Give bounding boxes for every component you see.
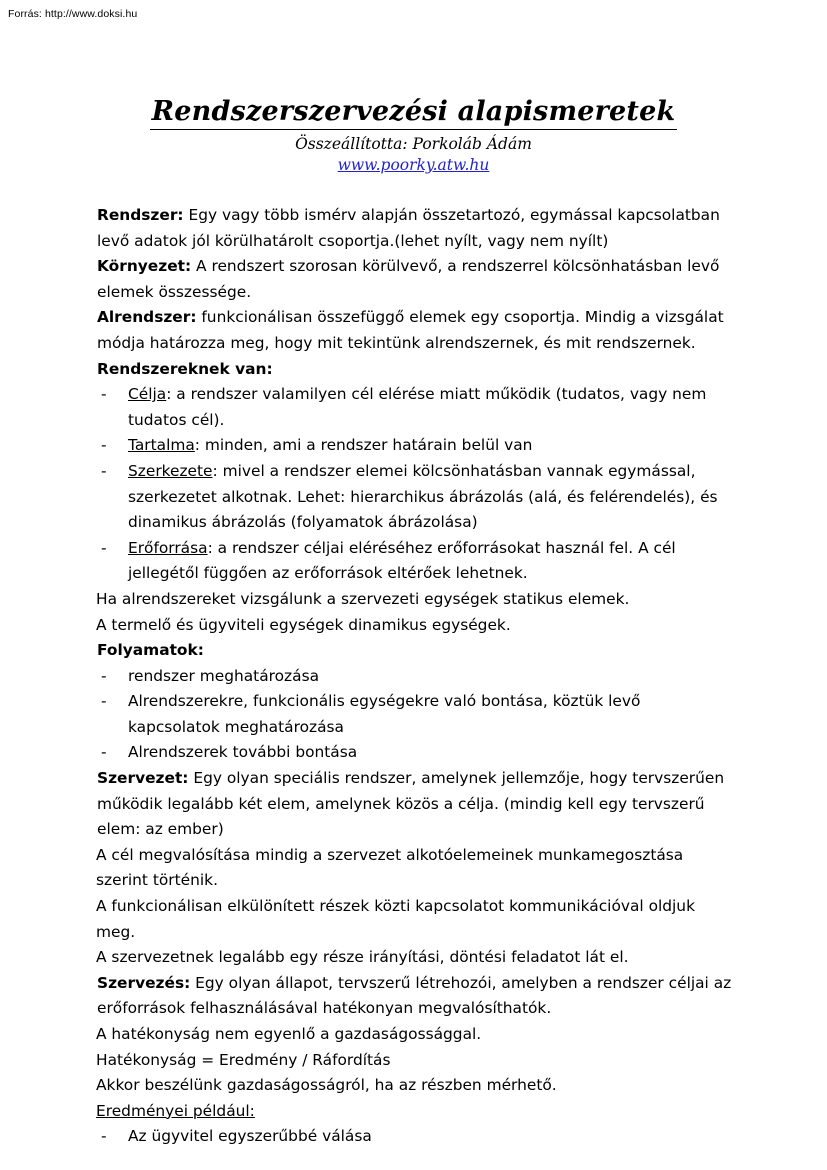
bullet-dash-icon: - (101, 385, 107, 404)
list-item (96, 382, 734, 433)
list-item-text (128, 382, 734, 433)
list-item-text: rendszer meghatározása (128, 666, 320, 685)
definition-alrendszer (96, 305, 734, 356)
list-item-text: Alrendszerekre, funkcionális egységekre való bontása, köztük levő kapcsolatok meghatározása (128, 692, 641, 736)
list-item-term: Erőforrása (128, 538, 208, 557)
author-website-link[interactable]: www.poorky.atw.hu (337, 156, 490, 174)
list-item-body: : mivel a rendszer elemei kölcsönhatásban vannak egymással, szerkezetet alkotnak. Lehet: hierarchikus ábrázolás (alá, és felérendelés), és dinamikus ábrázolás (folyamatok ábrázolása) (128, 461, 718, 532)
szervezet-note-munkamegosztas: A cél megvalósítása mindig a szervezet alkotóelemeinek munkamegosztása szerint történik. (96, 845, 684, 890)
bullet-dash-icon: - (101, 436, 107, 455)
definition-term-alrendszer: Alrendszer: (97, 308, 197, 327)
section-heading-label: Folyamatok: (97, 641, 204, 660)
definition-text-rendszer: Egy vagy több ismérv alapján összetartozó, egymással kapcsolatban levő adatok jól körülhatárolt csoportja.(lehet nyílt, vagy nem nyílt) (97, 206, 720, 250)
hatekonysag-formula: Hatékonyság = Eredmény / Ráfordítás (96, 1050, 391, 1069)
list-item-term: Célja (128, 385, 167, 404)
note-statikus-elemek: Ha alrendszereket vizsgálunk a szervezeti egységek statikus elemek. (96, 589, 630, 608)
definition-term-rendszer: Rendszer: (97, 206, 184, 224)
list-item-term: Tartalma (128, 436, 195, 455)
szervezet-note-kommunikacio: A funkcionálisan elkülönített részek közti kapcsolatot kommunikációval oldjuk meg. (96, 897, 695, 941)
list-item-text (128, 459, 734, 536)
note-dinamikus-egysegek: A termelő és ügyviteli egységek dinamikus egységek. (96, 615, 511, 634)
section-heading-folyamatok (96, 638, 734, 664)
list-item (96, 1124, 734, 1150)
bullet-dash-icon: - (101, 461, 107, 480)
source-url-header: Forrás: http://www.doksi.hu (8, 8, 138, 20)
list-item (96, 459, 734, 536)
title-block (0, 95, 827, 176)
list-item-body: : a rendszer céljai eléréséhez erőforrásokat használ fel. A cél jellegétől függően az erőforrások eltérőek lehetnek. (128, 538, 676, 583)
list-item (96, 433, 734, 459)
list-item (96, 740, 734, 766)
bullet-dash-icon: - (101, 538, 107, 557)
document-body (96, 203, 734, 1150)
definition-text-alrendszer: funkcionálisan összefüggő elemek egy csoportja. Mindig a vizsgálat módja határozza meg, hogy mit tekintünk alrendszernek, és mit rendszernek. (97, 308, 724, 352)
section-heading-label: Rendszereknek van: (97, 359, 273, 378)
definition-term-kornyezet: Környezet: (97, 257, 192, 276)
definition-text-szervezes: Egy olyan állapot, tervszerű létrehozói, amelyben a rendszer céljai az erőforrások felhasználásával hatékonyan megvalósíthatók. (97, 973, 732, 1018)
bullet-dash-icon: - (101, 692, 107, 711)
bullet-dash-icon: - (101, 743, 107, 762)
definition-szervezes (96, 971, 734, 1022)
list-item-body: : a rendszer valamilyen cél elérése miatt működik (tudatos, vagy nem tudatos cél). (128, 385, 707, 429)
list-item-text: Alrendszerek további bontása (128, 743, 358, 762)
definition-text-kornyezet: A rendszert szorosan körülvevő, a rendszerrel kölcsönhatásban levő elemek összessége. (97, 257, 720, 301)
definition-rendszer (96, 203, 734, 254)
section-heading-label: Eredményei például: (96, 1101, 255, 1120)
list-item (96, 536, 734, 587)
list-item-text (128, 536, 734, 587)
szervezes-note-hatekonysag: A hatékonyság nem egyenlő a gazdaságossággal. (96, 1025, 482, 1043)
list-item-term: Szerkezete (128, 461, 213, 480)
section-heading-eredmenyei (96, 1099, 734, 1125)
list-item (96, 664, 734, 690)
definition-kornyezet (96, 254, 734, 305)
definition-text-szervezet: Egy olyan speciális rendszer, amelynek jellemzője, hogy tervszerűen működik legalább két elem, amelynek közös a célja. (mindig kell egy tervszerű elem: az ember) (97, 769, 725, 839)
section-heading-rendszereknek-van (96, 357, 734, 383)
szervezet-note-iranyitas: A szervezetnek legalább egy része irányítási, döntési feladatot lát el. (96, 948, 629, 967)
szervezes-note-gazdasagossag: Akkor beszélünk gazdaságosságról, ha az részben mérhető. (96, 1076, 557, 1095)
definition-szervezet (96, 766, 734, 843)
list-item-text: Az ügyvitel egyszerűbbé válása (128, 1127, 372, 1146)
bullet-dash-icon: - (101, 1127, 107, 1146)
definition-term-szervezes: Szervezés: (97, 973, 191, 992)
bullet-dash-icon: - (101, 666, 107, 685)
list-item (96, 689, 734, 740)
author-line: Összeállította: Porkoláb Ádám (295, 135, 532, 153)
list-item-text (128, 433, 734, 459)
definition-term-szervezet: Szervezet: (97, 769, 189, 788)
list-item-body: : minden, ami a rendszer határain belül van (194, 436, 533, 455)
page-title: Rendszerszervezési alapismeretek (150, 95, 678, 130)
